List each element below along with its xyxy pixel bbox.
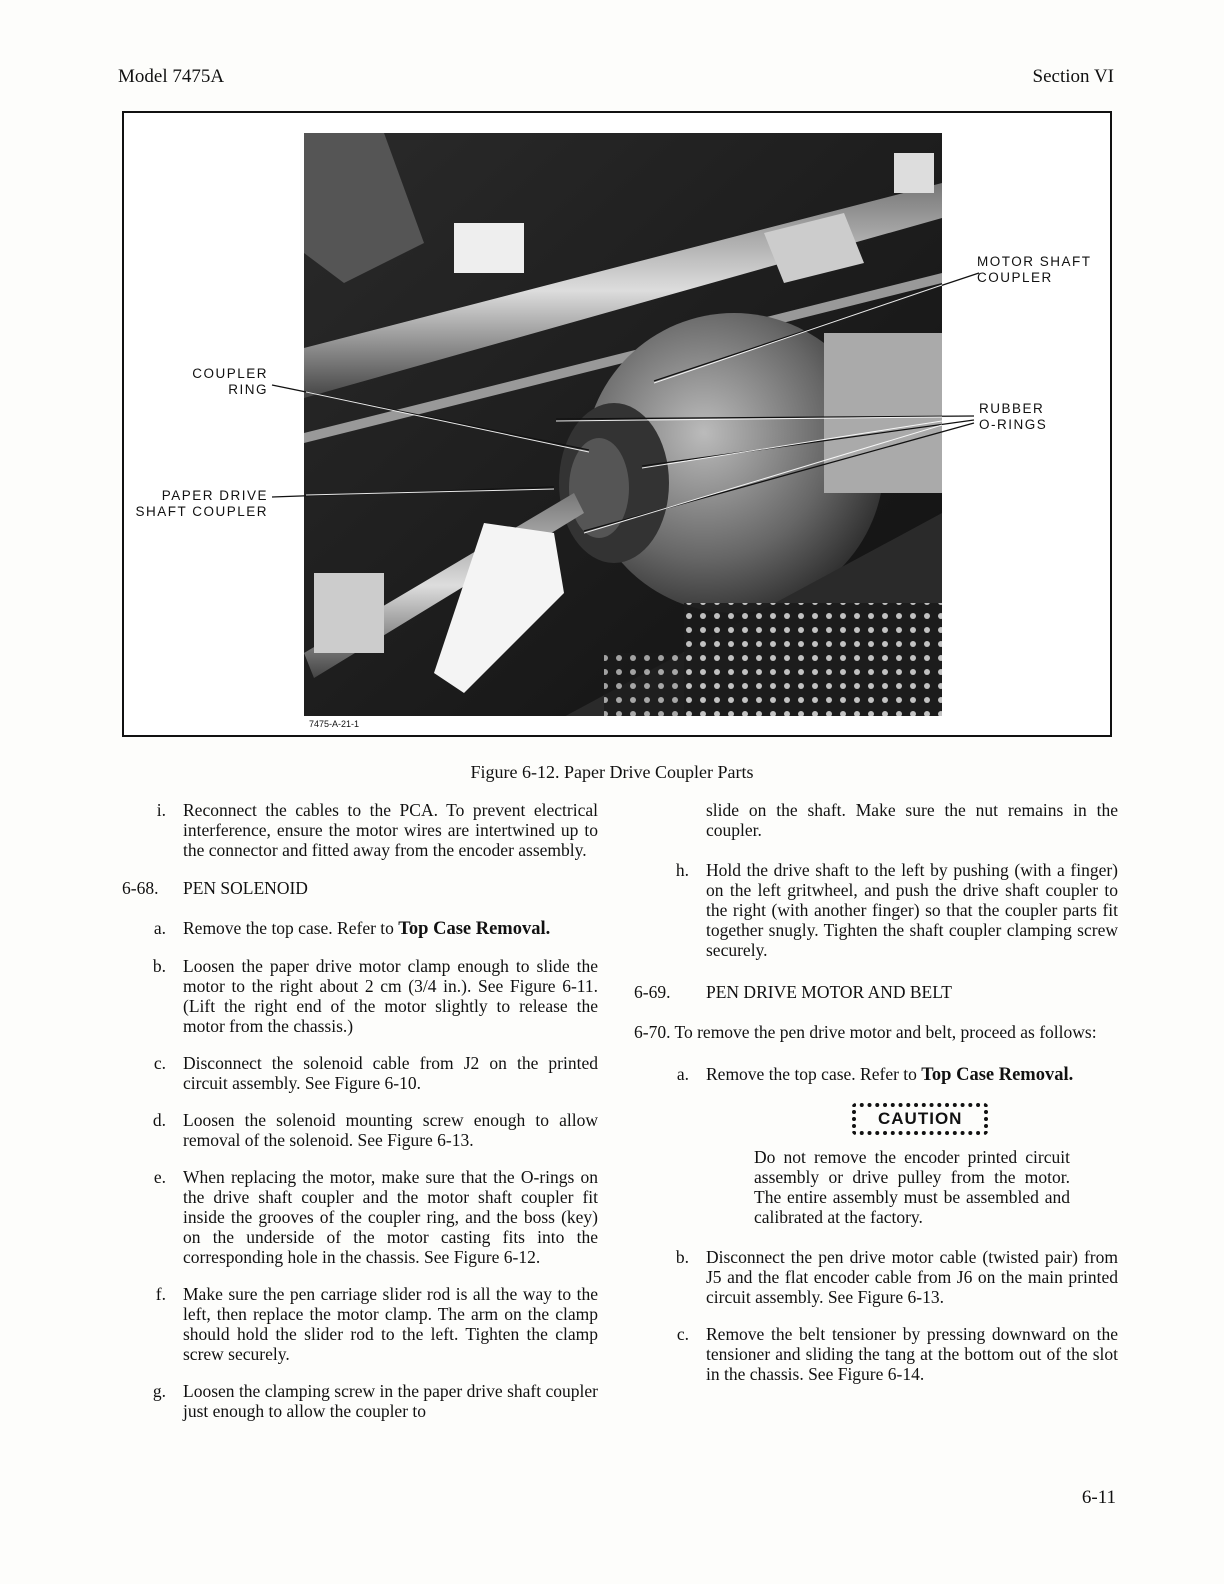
caution-text: Do not remove the encoder printed circuit assembly or drive pulley from the motor. The entire assembly must be assembled and calibrated at the factory. (754, 1147, 1070, 1227)
section-number: 6-68. (122, 878, 159, 898)
step-text: Remove the top case. Refer to (183, 918, 399, 938)
photo-reference-id: 7475-A-21-1 (309, 719, 360, 729)
step-text: Disconnect the solenoid cable from J2 on the printed circuit assembly. See Figure 6-10. (183, 1053, 598, 1093)
step-h (634, 860, 1118, 960)
caution-label: CAUTION (852, 1103, 988, 1135)
section-number: 6-69. (634, 982, 671, 1002)
step-text: Disconnect the pen drive motor cable (twisted pair) from J5 and the flat encoder cable from J6 on the main printed circuit assembly. See Figure 6-13. (706, 1247, 1118, 1307)
step-text: Remove the top case. Refer to (706, 1064, 922, 1084)
callout-motor-shaft-coupler (977, 254, 1092, 286)
caution-notice (852, 1103, 1118, 1135)
top-case-removal-reference: Top Case Removal. (921, 1065, 1074, 1085)
callout-line: O-RINGS (979, 417, 1048, 432)
callout-coupler-ring (124, 366, 268, 398)
callout-line: COUPLER (192, 366, 268, 381)
step-label: d. (152, 1110, 166, 1130)
step-a-solenoid (122, 918, 598, 939)
callout-line: SHAFT COUPLER (135, 504, 268, 519)
step-label: f. (155, 1284, 166, 1304)
step-label: a. (676, 1064, 689, 1084)
step-label: a. (153, 918, 166, 938)
step-a-pen-drive (634, 1064, 1118, 1085)
step-g-continuation: slide on the shaft. Make sure the nut remains in the coupler. (706, 800, 1118, 840)
step-c-pen-drive (634, 1324, 1118, 1384)
callout-line: MOTOR SHAFT (977, 254, 1092, 269)
step-text: When replacing the motor, make sure that the O-rings on the drive shaft coupler and the motor shaft coupler fit inside the grooves of the coupler ring, and the boss (key) on the underside of the motor casting fits into the corresponding hole in the chassis. See Figure 6-12. (183, 1167, 598, 1267)
callout-line: RUBBER (979, 401, 1045, 416)
step-label: c. (153, 1053, 166, 1073)
section-title: PEN DRIVE MOTOR AND BELT (706, 982, 952, 1002)
callout-line: RING (228, 382, 268, 397)
step-c-solenoid (122, 1053, 598, 1093)
figure-caption: Figure 6-12. Paper Drive Coupler Parts (470, 762, 754, 782)
figure-frame (122, 111, 1112, 737)
top-case-removal-reference: Top Case Removal. (398, 919, 551, 939)
callout-line: PAPER DRIVE (161, 488, 268, 503)
step-label: b. (152, 956, 166, 976)
step-text: Remove the belt tensioner by pressing downward on the tensioner and sliding the tang at the bottom out of the slot in the chassis. See Figure 6-14. (706, 1324, 1118, 1384)
left-column (122, 800, 598, 1421)
section-title: PEN SOLENOID (183, 878, 308, 898)
step-g-solenoid (122, 1381, 598, 1421)
step-b-solenoid (122, 956, 598, 1036)
step-d-solenoid (122, 1110, 598, 1150)
step-text: Loosen the solenoid mounting screw enough to allow removal of the solenoid. See Figure 6-13. (183, 1110, 598, 1150)
step-label: b. (675, 1247, 689, 1267)
section-heading-6-68 (122, 878, 598, 898)
step-text: Make sure the pen carriage slider rod is all the way to the left, then replace the motor clamp. The arm on the clamp should hold the slider rod to the left. Tighten the clamp screw securely. (183, 1284, 598, 1364)
step-text: Loosen the clamping screw in the paper drive shaft coupler just enough to allow the coupler to (183, 1381, 598, 1421)
paragraph-6-70: 6-70. To remove the pen drive motor and belt, proceed as follows: (634, 1022, 1097, 1042)
step-label: h. (675, 860, 689, 880)
step-text: Hold the drive shaft to the left by pushing (with a finger) on the left gritwheel, and push the drive shaft coupler to the right (with another finger) so that the coupler parts fit together snugly. Tighten the shaft coupler clamping screw securely. (706, 860, 1118, 960)
section-heading-6-69 (634, 982, 1118, 1002)
coupler-photo (304, 133, 942, 716)
step-i (122, 800, 598, 860)
step-label: c. (676, 1324, 689, 1344)
step-b-pen-drive (634, 1247, 1118, 1307)
running-header-section: Section VI (1032, 66, 1114, 87)
page-number: 6-11 (1081, 1487, 1116, 1508)
step-e-solenoid (122, 1167, 598, 1267)
callout-line: COUPLER (977, 270, 1053, 285)
step-f-solenoid (122, 1284, 598, 1364)
step-text: Loosen the paper drive motor clamp enough to slide the motor to the right about 2 cm (3/4 in.). See Figure 6-11. (Lift the right end of the motor slightly to release the motor from the chassis.) (183, 956, 598, 1036)
step-label: e. (153, 1167, 166, 1187)
running-header-model: Model 7475A (118, 66, 225, 87)
step-text: Reconnect the cables to the PCA. To prevent electrical interference, ensure the motor wires are intertwined up to the connector and fitted away from the encoder assembly. (183, 800, 598, 860)
step-label: i. (156, 800, 166, 820)
callout-paper-drive-shaft-coupler (124, 488, 268, 520)
step-label: g. (152, 1381, 166, 1401)
right-column (634, 800, 1118, 1384)
callout-rubber-orings (979, 401, 1047, 433)
